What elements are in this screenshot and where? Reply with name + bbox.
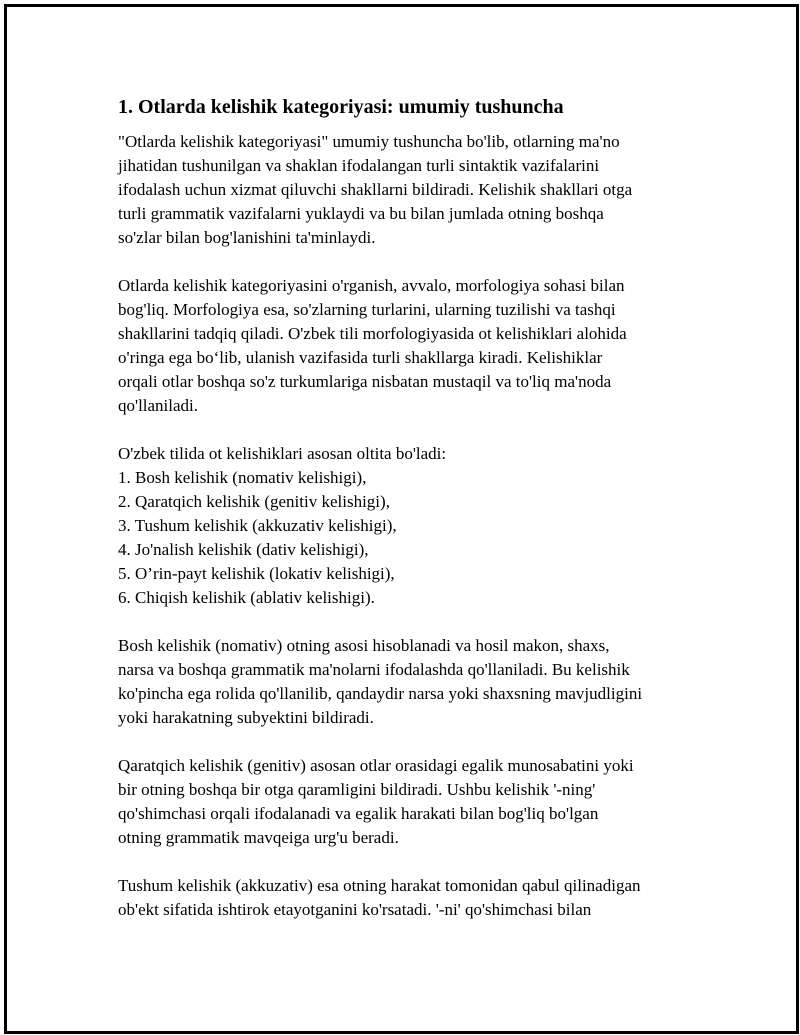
list-intro: O'zbek tilida ot kelishiklari asosan oltita bo'ladi: [118,444,447,463]
text-line: jihatidan tushunilgan va shaklan ifodalangan turli sintaktik vazifalarini [118,156,600,175]
text-line: "Otlarda kelishik kategoriyasi" umumiy tushuncha bo'lib, otlarning ma'no [118,132,620,151]
list-item: 4. Jo'nalish kelishik (dativ kelishigi), [118,540,369,559]
text-line: shakllarini tadqiq qiladi. O'zbek tili morfologiyasida ot kelishiklari alohida [118,324,627,343]
paragraph-genitive [118,754,698,850]
text-line: o'ringa ega bo‘lib, ulanish vazifasida turli shakllarga kiradi. Kelishiklar [118,348,603,367]
paragraph-morphology [118,274,698,418]
case-list [118,442,698,610]
text-line: Otlarda kelishik kategoriyasini o'rganish, avvalo, morfologiya sohasi bilan [118,276,625,295]
paragraph-accusative [118,874,698,922]
text-line: bog'liq. Morfologiya esa, so'zlarning turlarini, ularning tuzilishi va tashqi [118,300,616,319]
text-line: ifodalash uchun xizmat qiluvchi shakllarni bildiradi. Kelishik shakllari otga [118,180,633,199]
list-item: 6. Chiqish kelishik (ablativ kelishigi). [118,588,375,607]
paragraph-intro [118,130,698,250]
text-line: ob'ekt sifatida ishtirok etayotganini ko'rsatadi. '-ni' qo'shimchasi bilan [118,900,592,919]
text-line: orqali otlar boshqa so'z turkumlariga nisbatan mustaqil va to'liq ma'noda [118,372,612,391]
list-item: 3. Tushum kelishik (akkuzativ kelishigi), [118,516,397,535]
text-line: Tushum kelishik (akkuzativ) esa otning harakat tomonidan qabul qilinadigan [118,876,641,895]
list-item: 5. O’rin-payt kelishik (lokativ kelishigi), [118,564,395,583]
list-item: 2. Qaratqich kelishik (genitiv kelishigi), [118,492,390,511]
text-line: narsa va boshqa grammatik ma'nolarni ifodalashda qo'llaniladi. Bu kelishik [118,660,630,679]
paragraph-nominative [118,634,698,730]
text-line: Bosh kelishik (nomativ) otning asosi hisoblanadi va hosil makon, shaxs, [118,636,610,655]
section-title: 1. Otlarda kelishik kategoriyasi: umumiy tushuncha [118,96,564,118]
text-line: Qaratqich kelishik (genitiv) asosan otlar orasidagi egalik munosabatini yoki [118,756,634,775]
text-line: otning grammatik mavqeiga urg'u beradi. [118,828,399,847]
text-line: bir otning boshqa bir otga qaramligini bildiradi. Ushbu kelishik '-ning' [118,780,596,799]
list-item: 1. Bosh kelishik (nomativ kelishigi), [118,468,367,487]
document-body [118,94,698,946]
text-line: ko'pincha ega rolida qo'llanilib, qandaydir narsa yoki shaxsning mavjudligini [118,684,643,703]
text-line: so'zlar bilan bog'lanishini ta'minlaydi. [118,228,376,247]
text-line: qo'llaniladi. [118,396,199,415]
text-line: turli grammatik vazifalarni yuklaydi va bu bilan jumlada otning boshqa [118,204,604,223]
text-line: qo'shimchasi orqali ifodalanadi va egalik harakati bilan bog'liq bo'lgan [118,804,599,823]
text-line: yoki harakatning subyektini bildiradi. [118,708,374,727]
